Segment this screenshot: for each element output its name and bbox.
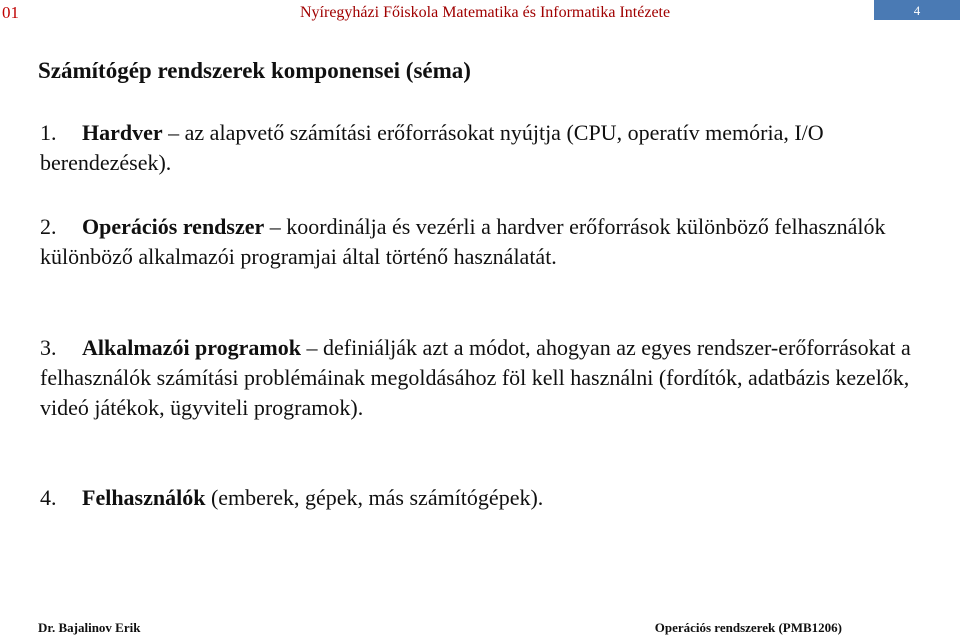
footer-course: Operációs rendszerek (PMB1206) bbox=[654, 620, 842, 635]
slide-number: 01 bbox=[0, 0, 32, 26]
institution-header: Nyíregyházi Főiskola Matematika és Informatika Intézete bbox=[300, 4, 671, 21]
item-number: 3. bbox=[40, 335, 57, 360]
item-text: – definiálják azt a módot, ahogyan az egyes rendszer-erőforrásokat a felhasználók számítási problémáinak megoldásához föl kell használni (fordítók, adatbázis kezelők, videó játékok, ügyviteli programok). bbox=[40, 335, 911, 420]
list-item bbox=[40, 212, 920, 272]
slide-title: Számítógép rendszerek komponensei (séma) bbox=[38, 58, 471, 83]
item-text: (emberek, gépek, más számítógépek). bbox=[205, 485, 544, 510]
item-number: 4. bbox=[40, 485, 57, 510]
item-text: – koordinálja és vezérli a hardver erőforrások különböző felhasználók különböző alkalmazói programjai által történő használatát. bbox=[40, 214, 886, 269]
item-term: Hardver bbox=[82, 120, 163, 145]
item-number: 2. bbox=[40, 214, 57, 239]
item-number: 1. bbox=[40, 120, 57, 145]
item-text: – az alapvető számítási erőforrásokat nyújtja (CPU, operatív memória, I/O berendezések). bbox=[40, 120, 824, 175]
item-term: Alkalmazói programok bbox=[82, 335, 301, 360]
footer-author: Dr. Bajalinov Erik bbox=[38, 620, 141, 635]
list-item bbox=[40, 333, 920, 423]
list-item bbox=[40, 483, 920, 513]
item-term: Felhasználók bbox=[82, 485, 206, 510]
list-item bbox=[40, 118, 920, 178]
page-number-badge: 4 bbox=[874, 0, 960, 20]
item-term: Operációs rendszer bbox=[82, 214, 265, 239]
